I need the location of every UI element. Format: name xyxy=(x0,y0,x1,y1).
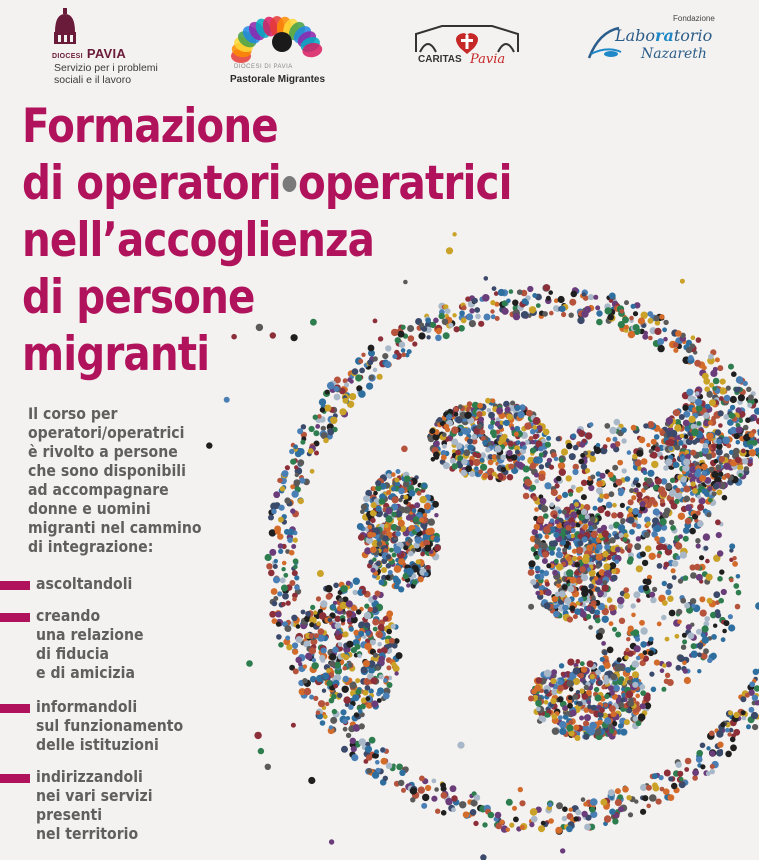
bullet-line: sul funzionamento xyxy=(36,716,184,735)
title-line-5: migranti xyxy=(22,327,210,382)
bullet-bar xyxy=(0,704,30,713)
bullet-line: indirizzandoli xyxy=(36,767,143,786)
bullet-line: di fiducia xyxy=(36,644,110,663)
caritas-label: CARITAS xyxy=(418,54,462,65)
intro-line: che sono disponibili xyxy=(28,461,186,480)
lab-part-a: Labo xyxy=(615,26,656,45)
intro-line: di integrazione: xyxy=(28,537,154,556)
page-title xyxy=(22,98,722,383)
cathedral-dome-icon xyxy=(52,8,78,46)
intro-line: migranti nel cammino xyxy=(28,518,202,537)
bullet-line: presenti xyxy=(36,805,103,824)
bullet-line: ascoltandoli xyxy=(36,574,133,593)
colorful-hands-icon xyxy=(222,12,332,64)
pastorale-migrantes-logo xyxy=(222,12,332,92)
bullet-line: creando xyxy=(36,606,101,625)
fondazione-label: Fondazione xyxy=(673,14,715,23)
diocesi-name xyxy=(52,46,126,61)
diocesi-subtitle-line: Servizio per i problemi xyxy=(54,62,158,74)
title-line-3: nell’accoglienza xyxy=(22,213,375,268)
intro-line: donne e uomini xyxy=(28,499,151,518)
bullet-line: nei vari servizi xyxy=(36,786,153,805)
laboratorio-label xyxy=(615,26,712,45)
lab-part-c: torio xyxy=(673,26,713,45)
lab-part-b: ra xyxy=(655,26,674,45)
bullet-bar xyxy=(0,774,30,783)
title-line-2-part-a: di operatori xyxy=(22,156,281,211)
bridge-heart-cross-icon xyxy=(412,22,522,56)
bullet-line: nel territorio xyxy=(36,824,139,843)
bullet-line: informandoli xyxy=(36,697,138,716)
caritas-pavia-logo xyxy=(412,22,522,72)
pastorale-small-label: DIOCESI DI PAVIA xyxy=(234,64,293,70)
diocesi-small-label: DIOCESI xyxy=(52,53,83,60)
intro-line: Il corso per xyxy=(28,404,118,423)
nazareth-label: Nazareth xyxy=(641,46,707,62)
title-line-4: di persone xyxy=(22,270,255,325)
caritas-city: Pavia xyxy=(470,52,506,67)
diocesi-subtitle-line: sociali e il lavoro xyxy=(54,74,132,86)
intro-paragraph xyxy=(28,404,258,556)
title-line-1: Formazione xyxy=(22,99,278,154)
bullet-line: una relazione xyxy=(36,625,144,644)
diocesi-subtitle xyxy=(54,62,184,86)
diocesi-pavia-logo xyxy=(52,8,182,88)
laboratorio-nazareth-logo xyxy=(585,14,735,74)
title-line-2 xyxy=(22,155,624,212)
bullet-bar xyxy=(0,581,30,590)
bullet-bar xyxy=(0,613,30,622)
diocesi-city-label: PAVIA xyxy=(86,46,127,61)
pastorale-title: Pastorale Migrantes xyxy=(230,74,326,85)
bullet-line: e di amicizia xyxy=(36,663,135,682)
intro-line: ad accompagnare xyxy=(28,480,169,499)
bullet-line: delle istituzioni xyxy=(36,735,159,754)
bullet-dot-separator xyxy=(282,176,296,192)
intro-line: operatori/operatrici xyxy=(28,423,185,442)
intro-line: è rivolto a persone xyxy=(28,442,178,461)
title-line-2-part-b: operatrici xyxy=(297,156,512,211)
